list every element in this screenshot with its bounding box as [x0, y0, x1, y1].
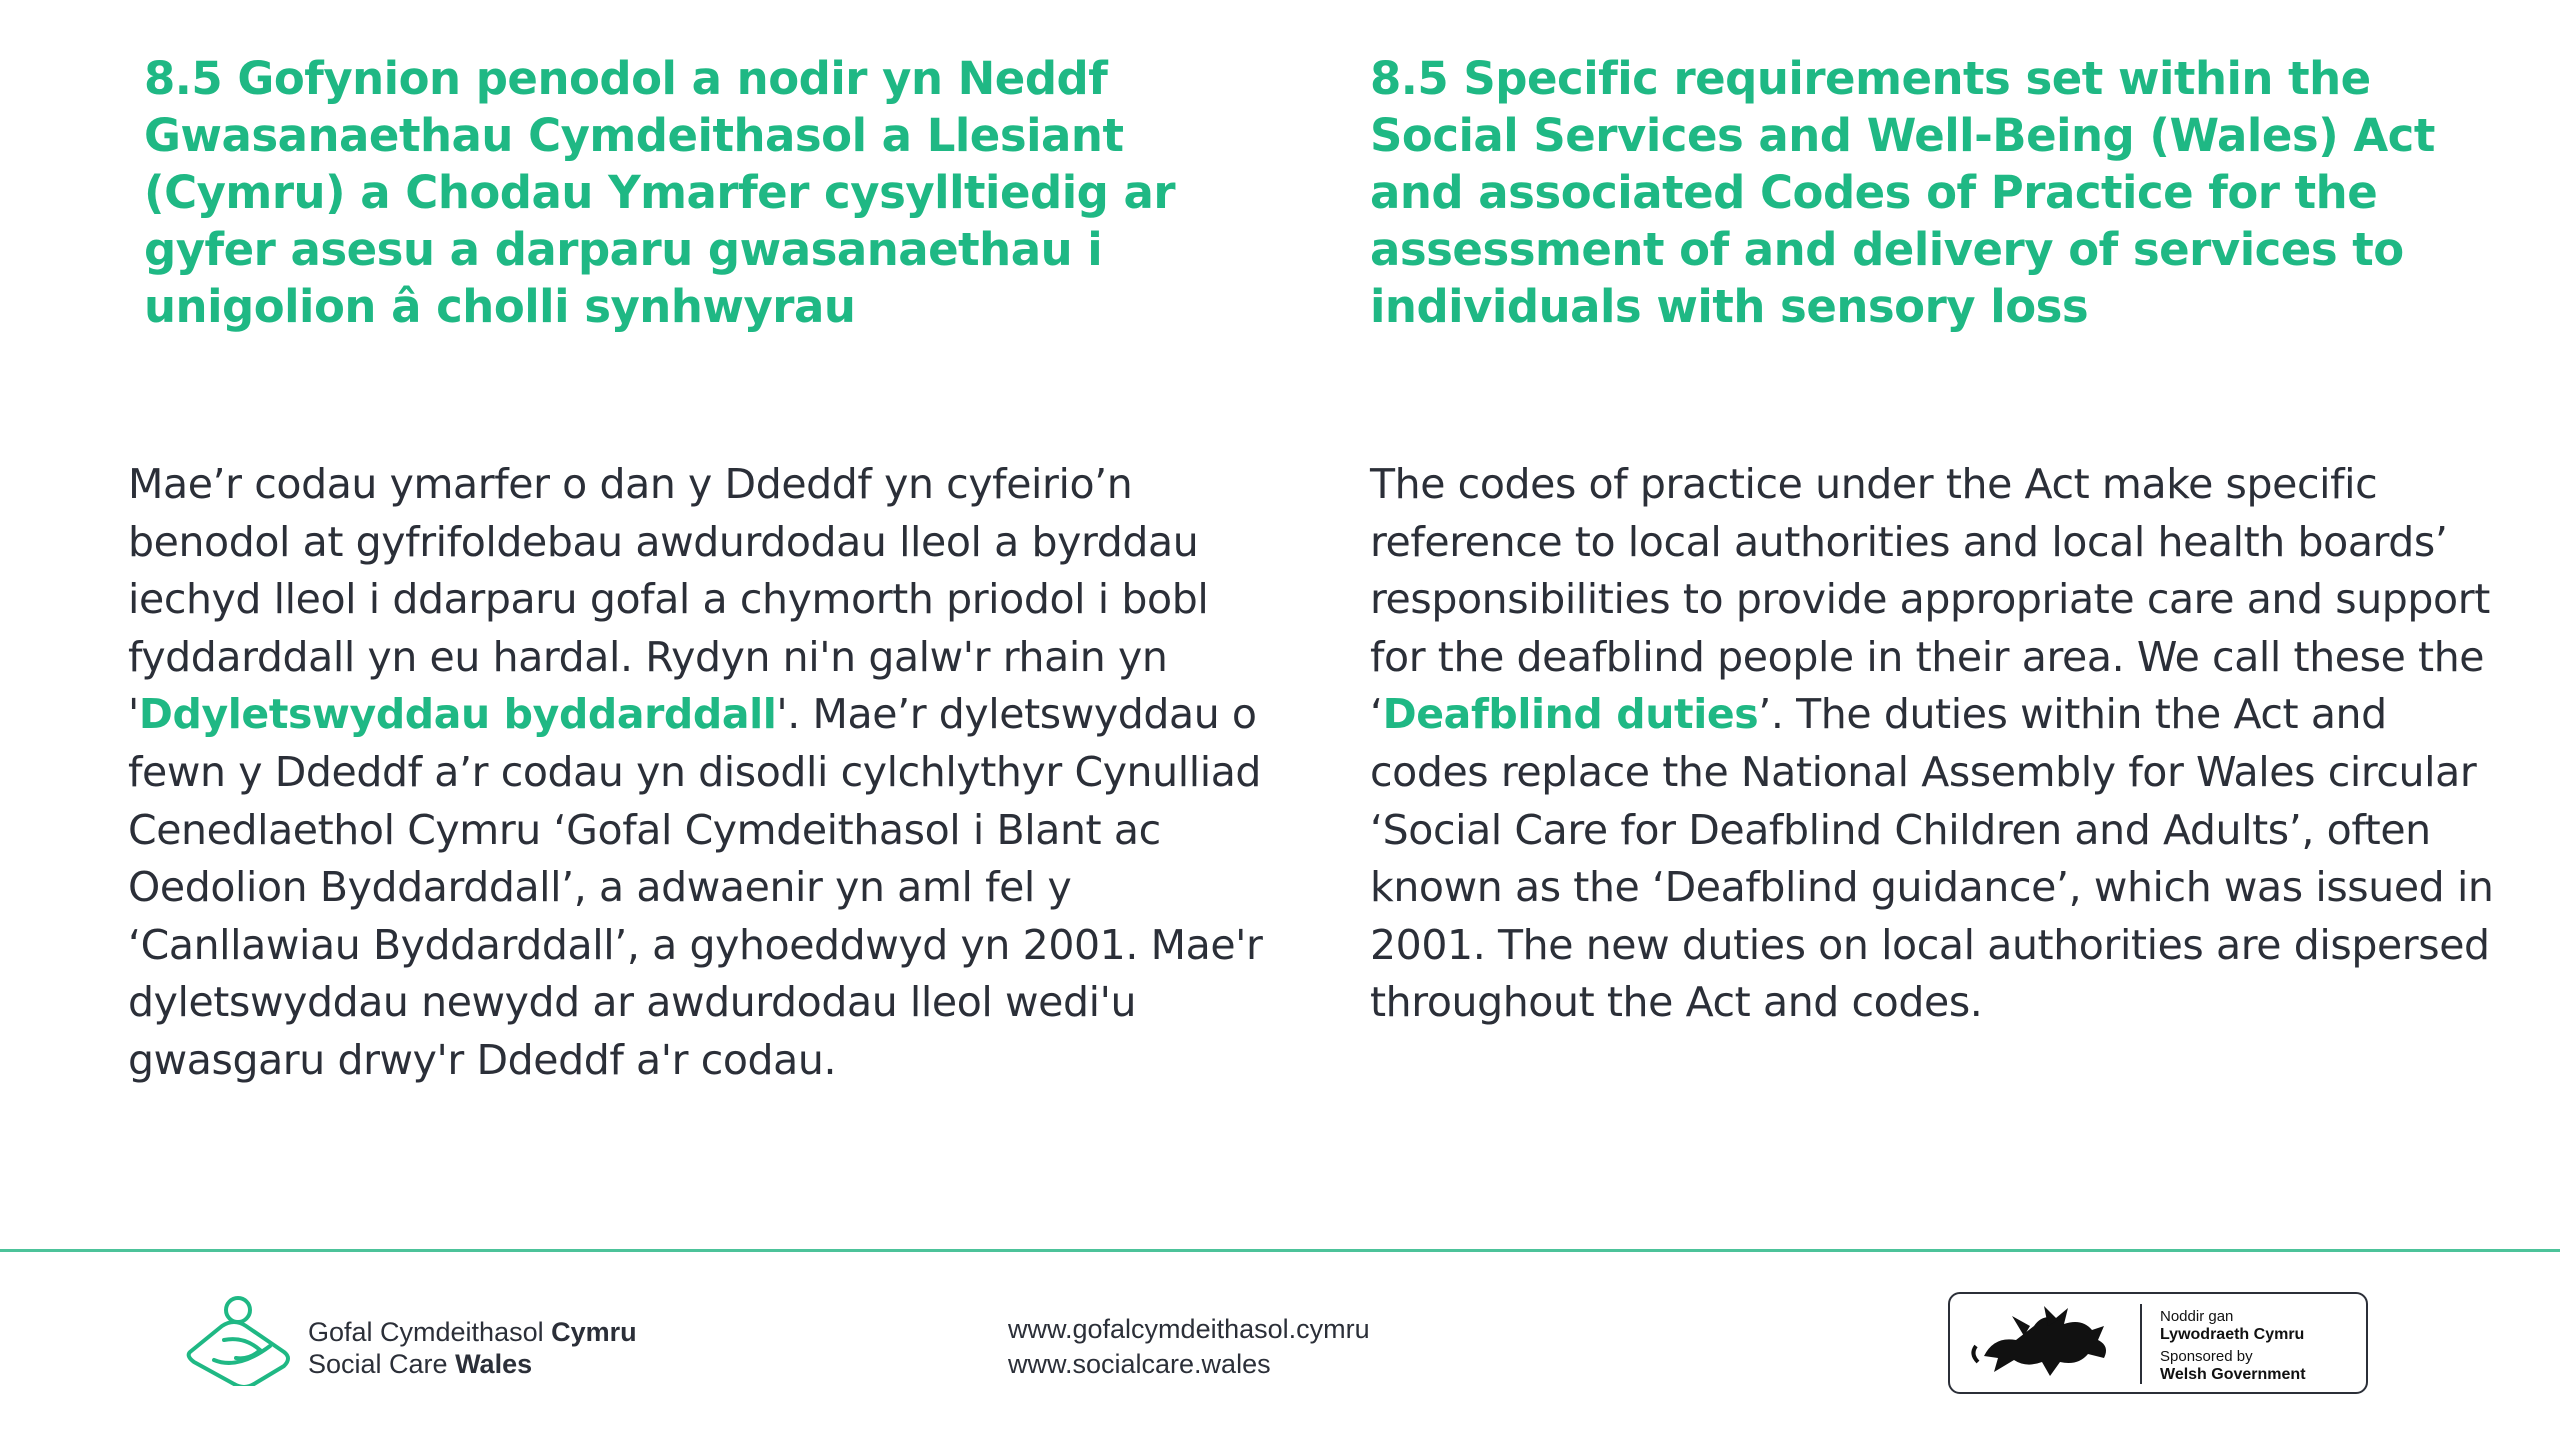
english-heading: 8.5 Specific requirements set within the Social Services and Well-Being (Wales) Act and associated Codes of Practice for the assessment of and delivery of services to individuals with sensory loss — [1370, 52, 2435, 333]
sponsor-welsh-name: Lywodraeth Cymru — [2160, 1326, 2305, 1343]
welsh-body-text-start: Mae’r codau ymarfer o dan y Ddeddf yn cyfeirio’n benodol at gyfrifoldebau awdurdodau lleol a byrddau iechyd lleol i ddarparu gofal a chymorth priodol i bobl fyddarddall yn eu hardal. Rydyn ni'n galw'r rhain yn ' — [128, 460, 1209, 739]
social-care-wales-logo — [184, 1296, 704, 1386]
welsh-website-link[interactable]: www.gofalcymdeithasol.cymru — [1008, 1314, 1370, 1344]
logo-wordmark — [308, 1316, 637, 1380]
footer-divider — [0, 1249, 2560, 1252]
english-body — [1370, 456, 2510, 1032]
welsh-heading: 8.5 Gofynion penodol a nodir yn Neddf Gwasanaethau Cymdeithasol a Llesiant (Cymru) a Chodau Ymarfer cysylltiedig ar gyfer asesu a darparu gwasanaethau i unigolion â cholli synhwyrau — [144, 52, 1176, 333]
english-deafblind-duties-highlight: Deafblind duties — [1382, 690, 1759, 739]
social-care-wales-logo-icon — [184, 1296, 304, 1386]
logo-english-bold: Wales — [455, 1349, 533, 1379]
welsh-dragon-icon — [1964, 1296, 2134, 1392]
logo-line-welsh — [308, 1316, 637, 1348]
logo-english-regular: Social Care — [308, 1349, 456, 1379]
sponsor-welsh-label: Noddir gan — [2160, 1308, 2234, 1325]
welsh-government-sponsor-badge — [1948, 1292, 2368, 1394]
sponsor-text — [2160, 1308, 2306, 1384]
welsh-body-text-end: '. Mae’r dyletswyddau o fewn y Ddeddf a’r codau yn disodli cylchlythyr Cynulliad Cenedlaethol Cymru ‘Gofal Cymdeithasol i Blant ac Oedolion Byddarddall’, a adwaenir yn aml fel y ‘Canllawiau Byddarddall’, a gyhoeddwyd yn 2001. Mae'r dyletswyddau newydd ar awdurdodau lleol wedi'u gwasgaru drwy'r Ddeddf a'r codau. — [128, 690, 1263, 1084]
welsh-deafblind-duties-highlight: Ddyletswyddau byddarddall — [138, 690, 777, 739]
english-website-link[interactable]: www.socialcare.wales — [1008, 1349, 1271, 1379]
sponsor-english-name: Welsh Government — [2160, 1366, 2306, 1383]
footer-urls — [1008, 1312, 1370, 1382]
english-body-text-end: ’. The duties within the Act and codes replace the National Assembly for Wales circular ‘Social Care for Deafblind Children and Adults’, often known as the ‘Deafblind guidance’, which was issued in 2001. The new duties on local authorities are dispersed throughout the Act and codes. — [1370, 690, 2494, 1027]
logo-welsh-regular: Gofal Cymdeithasol — [308, 1317, 552, 1347]
welsh-body — [128, 456, 1268, 1090]
logo-line-english — [308, 1348, 637, 1380]
sponsor-english-label: Sponsored by — [2160, 1348, 2253, 1365]
english-body-text-start: The codes of practice under the Act make specific reference to local authorities and local health boards’ responsibilities to provide appropriate care and support for the deafblind people in their area. We call these the ‘ — [1370, 460, 2490, 739]
badge-divider — [2140, 1304, 2142, 1384]
logo-welsh-bold: Cymru — [551, 1317, 637, 1347]
